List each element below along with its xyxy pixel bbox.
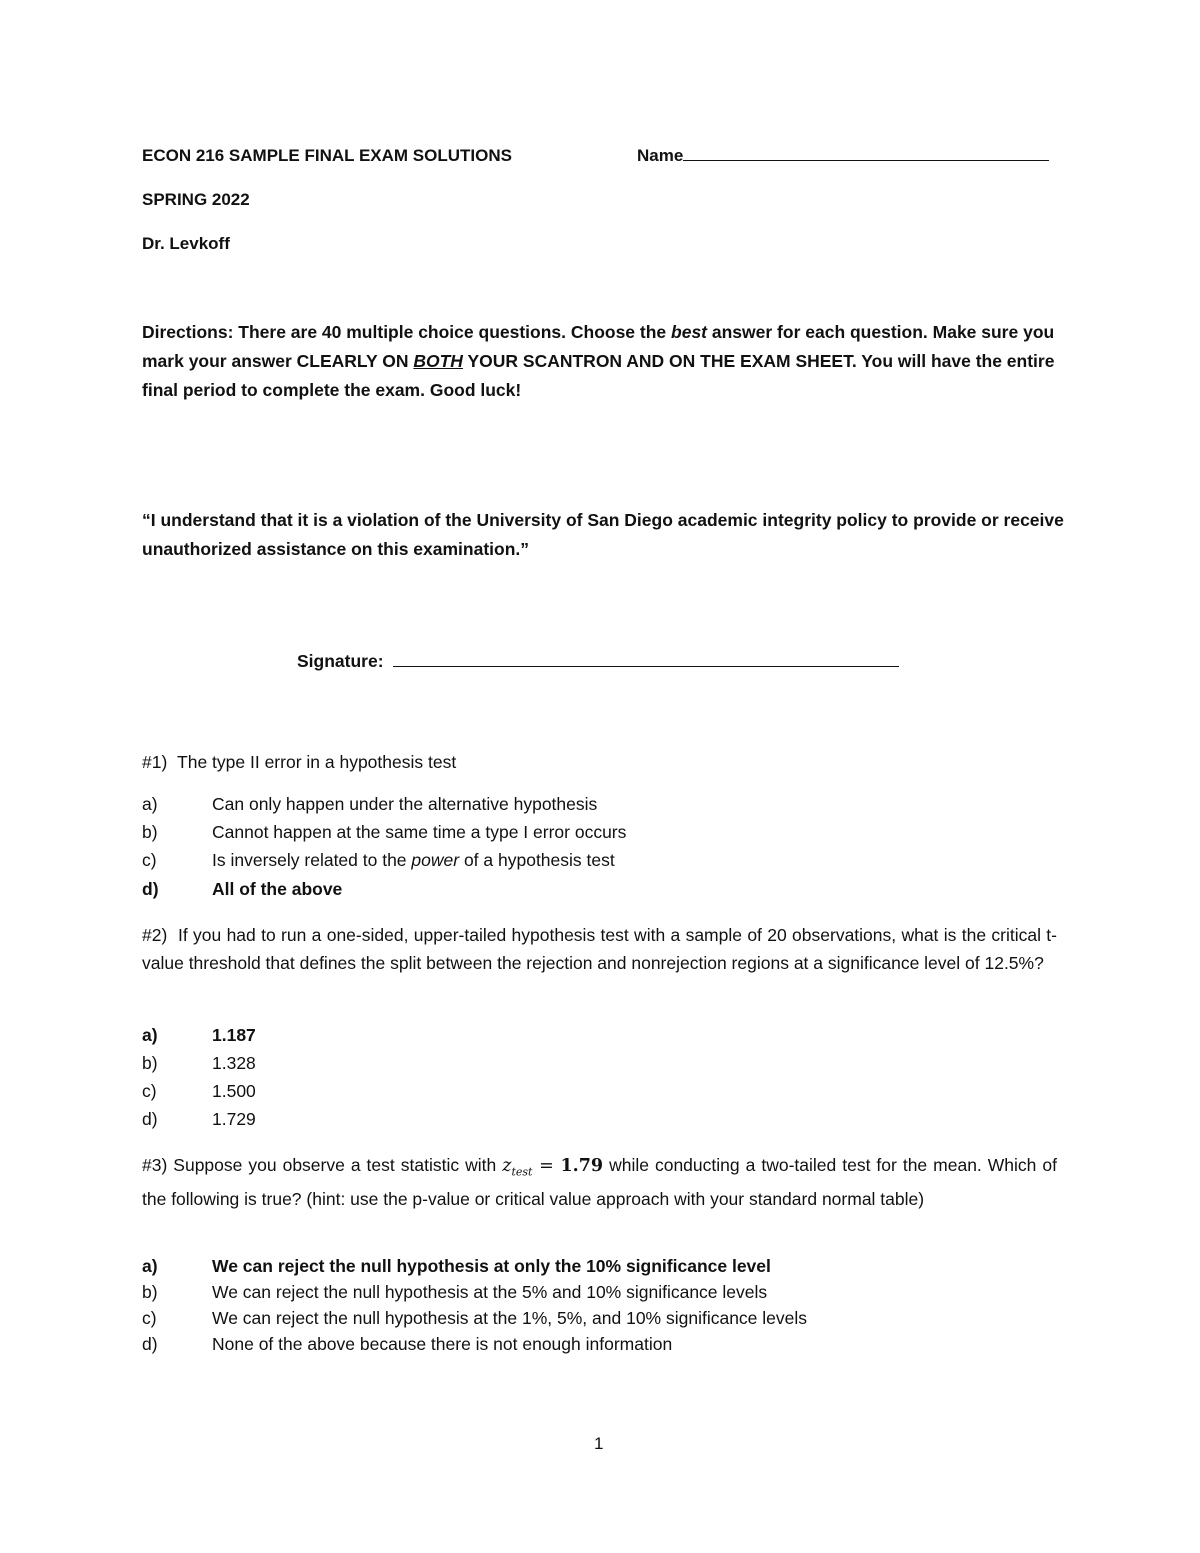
instructor-name: Dr. Levkoff xyxy=(142,234,230,253)
option-text: None of the above because there is not enough information xyxy=(212,1334,673,1354)
q1-option-d-answer[interactable] xyxy=(142,879,342,900)
signature-field xyxy=(297,651,899,672)
q1-option-a[interactable] xyxy=(142,794,597,815)
integrity-pledge: “I understand that it is a violation of the University of San Diego academic integrity policy to provide or receive unauthorized assistance on this examination.” xyxy=(142,510,1064,559)
q3-option-a-answer[interactable] xyxy=(142,1256,771,1277)
signature-label: Signature: xyxy=(297,651,384,671)
q1-option-b[interactable] xyxy=(142,822,626,843)
option-label: b) xyxy=(142,1053,158,1073)
question-1 xyxy=(142,748,456,776)
signature-line xyxy=(393,666,899,667)
question-stem-after: while conducting a two-tailed test for the mean. Which of the following is true? (hint: use the p-value or critical value approach with your standard normal table) xyxy=(142,1155,1057,1209)
option-label: a) xyxy=(142,1025,158,1045)
option-text-before: Is inversely related to the xyxy=(212,850,412,870)
option-text-after: of a hypothesis test xyxy=(459,850,615,870)
option-text: We can reject the null hypothesis at only the 10% significance level xyxy=(212,1256,771,1276)
q3-option-c[interactable] xyxy=(142,1308,807,1329)
option-label: b) xyxy=(142,822,158,842)
math-subscript: test xyxy=(511,1165,533,1179)
option-text: 1.328 xyxy=(212,1053,256,1073)
exam-title: ECON 216 SAMPLE FINAL EXAM SOLUTIONS xyxy=(142,146,512,165)
option-label: c) xyxy=(142,1081,157,1101)
q2-option-c[interactable] xyxy=(142,1081,256,1102)
option-label: a) xyxy=(142,1256,158,1276)
option-label: c) xyxy=(142,850,157,870)
q2-option-b[interactable] xyxy=(142,1053,256,1074)
option-text: 1.500 xyxy=(212,1081,256,1101)
option-label: b) xyxy=(142,1282,158,1302)
option-text: 1.729 xyxy=(212,1109,256,1129)
option-label: d) xyxy=(142,1334,158,1354)
question-number: #3) xyxy=(142,1155,168,1175)
z-test-statistic xyxy=(502,1156,533,1179)
option-label: d) xyxy=(142,879,159,899)
math-value: 1.79 xyxy=(560,1156,604,1176)
math-equals: = xyxy=(532,1156,561,1176)
page-number: 1 xyxy=(594,1434,604,1453)
q2-option-d[interactable] xyxy=(142,1109,256,1130)
q2-option-a-answer[interactable] xyxy=(142,1025,256,1046)
directions-both: BOTH xyxy=(413,351,463,371)
option-text: We can reject the null hypothesis at the 1%, 5%, and 10% significance levels xyxy=(212,1308,808,1328)
math-variable: z xyxy=(502,1156,512,1176)
directions-text-1: Directions: There are 40 multiple choice questions. Choose the xyxy=(142,322,672,342)
exam-term: SPRING 2022 xyxy=(142,190,250,209)
option-label: c) xyxy=(142,1308,157,1328)
option-text: 1.187 xyxy=(212,1025,256,1045)
name-label: Name xyxy=(637,146,684,165)
directions-text-3: YOUR SCANTRON AND ON THE EXAM SHEET. You will have the entire final period to complete the exam. Good luck! xyxy=(142,351,1055,400)
q1-option-c[interactable] xyxy=(142,850,615,871)
option-text: Can only happen under the alternative hypothesis xyxy=(212,794,598,814)
q3-option-b[interactable] xyxy=(142,1282,767,1303)
question-number: #2) xyxy=(142,925,168,945)
directions xyxy=(142,318,1067,405)
directions-best: best xyxy=(671,322,708,342)
option-label: a) xyxy=(142,794,158,814)
question-number: #1) xyxy=(142,752,168,772)
option-text: All of the above xyxy=(212,879,343,899)
option-text: We can reject the null hypothesis at the 5% and 10% significance levels xyxy=(212,1282,768,1302)
question-3 xyxy=(142,1152,1057,1212)
option-text: Cannot happen at the same time a type I error occurs xyxy=(212,822,627,842)
q3-option-d[interactable] xyxy=(142,1334,672,1355)
question-2 xyxy=(142,921,1057,977)
option-text-em: power xyxy=(411,850,460,870)
name-line xyxy=(683,160,1049,161)
directions-text-2: answer for each question. Make sure you mark your answer CLEARLY ON xyxy=(142,322,1055,371)
option-label: d) xyxy=(142,1109,158,1129)
question-stem-before: Suppose you observe a test statistic with xyxy=(173,1155,503,1175)
question-stem: The type II error in a hypothesis test xyxy=(177,752,457,772)
name-field xyxy=(637,146,1049,166)
question-stem: If you had to run a one-sided, upper-tailed hypothesis test with a sample of 20 observations, what is the critical t-value threshold that defines the split between the rejection and nonrejection regions at a significance level of 12.5%? xyxy=(142,925,1057,973)
